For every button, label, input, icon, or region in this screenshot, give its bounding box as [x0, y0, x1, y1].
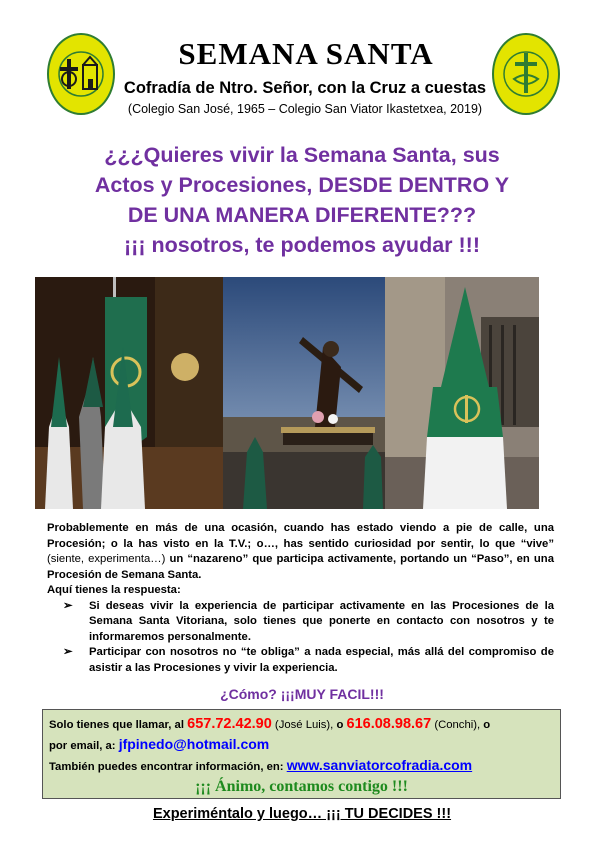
- intro-text: Probablemente en más de una ocasión, cuando has estado viendo a pie de calle, una Procesión; o la has visto en la T.V.; o…, has sentido curiosidad por sentir, lo que “: [47, 522, 554, 550]
- body-text: [47, 521, 554, 676]
- procession-photo-paso: [223, 277, 385, 509]
- contact-box: [42, 709, 561, 799]
- intro-paso: Paso: [476, 553, 504, 565]
- phone-number-2[interactable]: 616.08.98.67: [346, 716, 432, 732]
- headline-line: Actos y Procesiones, DESDE DENTRO Y: [94, 173, 510, 197]
- answer-label: Aquí tienes la respuesta:: [47, 584, 181, 596]
- intro-nazareno: nazareno: [192, 553, 243, 565]
- intro-paragraph: [47, 521, 554, 583]
- phone-number-1[interactable]: 657.72.42.90: [187, 716, 272, 732]
- contact-name-2: (Conchi),: [431, 719, 484, 731]
- answer-list: [47, 599, 554, 677]
- arrow-bullet-icon: ➢: [63, 599, 73, 612]
- website-link[interactable]: www.sanviatorcofradia.com: [286, 757, 473, 773]
- email-prefix: por email, a:: [49, 740, 119, 752]
- como-heading: ¿Cómo? ¡¡¡MUY FACIL!!!: [220, 686, 384, 702]
- page-subtitle: Cofradía de Ntro. Señor, con la Cruz a cuestas: [123, 79, 487, 97]
- cross-crown-icon: [49, 35, 113, 113]
- intro-text: ”: [548, 537, 554, 550]
- cross-crown-of-thorns-icon: [494, 35, 558, 113]
- intro-parenthetical: (siente, experimenta…): [47, 553, 166, 565]
- contact-name-1: (José Luis),: [271, 719, 337, 731]
- or-text: o: [483, 719, 491, 731]
- website-line: [49, 756, 554, 777]
- animo-text: ¡¡¡ Ánimo, contamos contigo !!!: [195, 778, 408, 795]
- intro-text: ” que participa activamente, portando un “: [242, 553, 477, 565]
- email-link[interactable]: jfpinedo@hotmail.com: [118, 736, 270, 752]
- procession-photo-banner: [35, 277, 223, 509]
- page-title: SEMANA SANTA: [178, 36, 434, 71]
- cofradia-logo-left: [47, 33, 115, 115]
- list-item-text: Si deseas vivir la experiencia de participar activamente en las Procesiones de la Semana Santa Vitoriana, solo tienes que ponerte en contacto con nosotros y te informaremos personalmente.: [89, 599, 554, 643]
- headline-line: DE UNA MANERA DIFERENTE???: [127, 203, 477, 227]
- call-prefix: Solo tienes que llamar, al: [49, 719, 188, 731]
- headline: [20, 140, 584, 260]
- footer-text: Experiméntalo y luego… ¡¡¡ TU DECIDES !!!: [152, 806, 452, 822]
- email-line: [49, 735, 554, 756]
- list-item: [47, 645, 554, 676]
- arrow-bullet-icon: ➢: [63, 646, 73, 658]
- website-prefix: También puedes encontrar información, en:: [49, 761, 287, 773]
- headline-line: ¡¡¡ nosotros, te podemos ayudar !!!: [124, 233, 480, 257]
- page-note: (Colegio San José, 1965 – Colegio San Viator Ikastetxea, 2019): [127, 102, 483, 116]
- photo-strip: [35, 277, 539, 509]
- list-item-text: Participar con nosotros no “te obliga” a nada especial, más allá del compromiso de asistir a las Procesiones y vivir la experiencia.: [89, 646, 554, 674]
- or-text: o: [336, 719, 347, 731]
- intro-text: un “: [165, 553, 193, 565]
- nazareno-photo: [385, 277, 539, 509]
- intro-text: ”, en una Procesión de Semana Santa.: [47, 553, 554, 581]
- list-item: [47, 599, 554, 646]
- headline-line: ¿¿¿Quieres vivir la Semana Santa, sus: [104, 143, 500, 167]
- intro-vive: vive: [526, 537, 549, 550]
- cofradia-logo-right: [492, 33, 560, 115]
- phone-line: [49, 715, 554, 735]
